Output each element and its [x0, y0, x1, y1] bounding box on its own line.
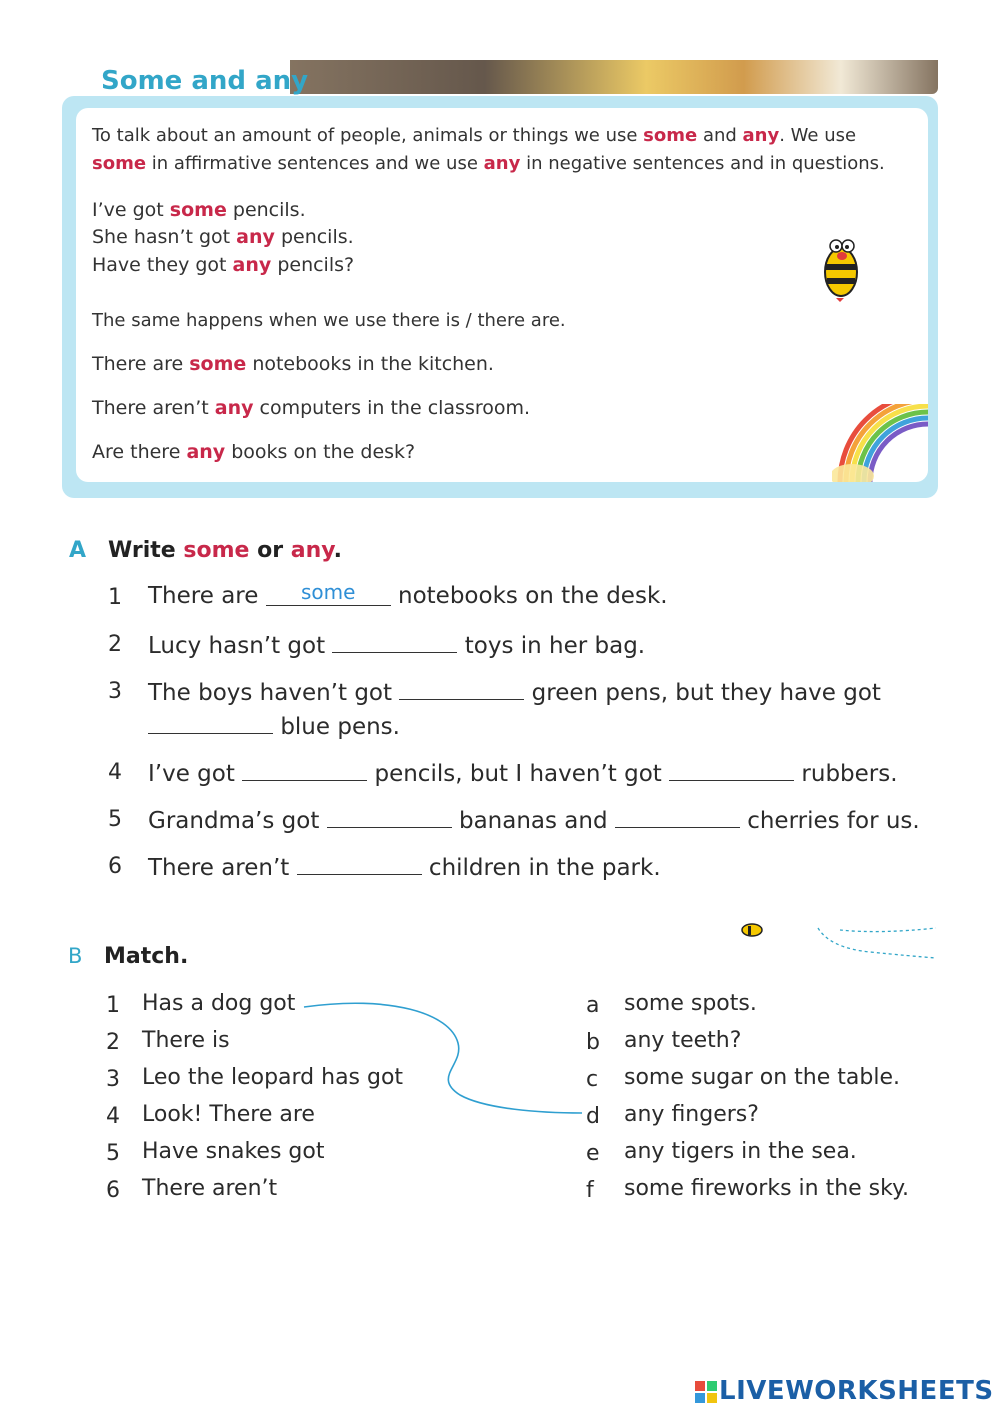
item-number: 6 — [108, 854, 122, 879]
match-left-item[interactable]: Leo the leopard has got — [142, 1065, 404, 1090]
grammar-note: The same happens when we use there is / there are. — [92, 310, 566, 331]
exercise-a-item-1: There are some notebooks on the desk. — [148, 580, 668, 609]
grammar-example: There are some notebooks in the kitchen. — [92, 353, 494, 375]
grammar-intro-line-1: To talk about an amount of people, animals or things we use some and any. We use — [92, 125, 857, 146]
match-left-item[interactable]: Look! There are — [142, 1102, 315, 1127]
exercise-a-item-3-cont: blue pens. — [148, 711, 400, 740]
rainbow-illustration — [832, 404, 928, 482]
answer-blank[interactable] — [148, 711, 273, 734]
exercise-b-letter: B — [68, 944, 83, 968]
item-number: 4 — [106, 1104, 120, 1129]
header-illustration — [290, 60, 938, 94]
exercise-a-item-2: Lucy hasn’t got toys in her bag. — [148, 630, 645, 659]
exercise-b-heading: Match. — [104, 944, 189, 969]
item-number: 5 — [106, 1141, 120, 1166]
match-right-item[interactable]: any teeth? — [624, 1028, 742, 1053]
match-connector-line — [300, 995, 590, 1120]
answer-blank[interactable] — [332, 630, 457, 653]
grammar-example: There aren’t any computers in the classroom. — [92, 397, 531, 419]
match-right-item[interactable]: some fireworks in the sky. — [624, 1176, 909, 1201]
logo-icon — [695, 1381, 717, 1403]
item-number: 4 — [108, 760, 122, 785]
answer-blank[interactable] — [615, 805, 740, 828]
grammar-example: Have they got any pencils? — [92, 254, 355, 276]
answer-blank[interactable] — [669, 758, 794, 781]
item-number: 3 — [106, 1067, 120, 1092]
filled-answer: some — [300, 580, 356, 604]
item-number: 3 — [108, 679, 122, 704]
match-left-item[interactable]: There aren’t — [142, 1176, 278, 1201]
match-left-item[interactable]: Has a dog got — [142, 991, 296, 1016]
match-right-item[interactable]: some sugar on the table. — [624, 1065, 900, 1090]
answer-blank[interactable] — [399, 677, 524, 700]
answer-blank[interactable] — [297, 852, 422, 875]
exercise-a-item-3: The boys haven’t got green pens, but they have got — [148, 677, 881, 706]
answer-blank[interactable] — [327, 805, 452, 828]
item-number: 1 — [106, 993, 120, 1018]
grammar-example: She hasn’t got any pencils. — [92, 226, 354, 248]
match-letter: e — [586, 1141, 600, 1166]
exercise-a-item-4: I’ve got pencils, but I haven’t got rubbers. — [148, 758, 898, 787]
match-left-item[interactable]: There is — [142, 1028, 230, 1053]
item-number: 1 — [108, 585, 122, 610]
match-letter: c — [586, 1067, 599, 1092]
item-number: 2 — [106, 1030, 120, 1055]
match-letter: d — [586, 1104, 600, 1129]
answer-blank[interactable] — [242, 758, 367, 781]
exercise-a-letter: A — [69, 538, 87, 563]
match-letter: a — [586, 993, 600, 1018]
exercise-a-heading: Write some or any. — [108, 538, 342, 563]
exercise-a-item-5: Grandma’s got bananas and cherries for us. — [148, 805, 920, 834]
match-left-item[interactable]: Have snakes got — [142, 1139, 325, 1164]
match-letter: b — [586, 1030, 600, 1055]
grammar-example: I’ve got some pencils. — [92, 199, 306, 221]
answer-blank[interactable] — [266, 580, 391, 606]
liveworksheets-logo: LIVEWORKSHEETS — [695, 1376, 994, 1406]
exercise-a-item-6: There aren’t children in the park. — [148, 852, 661, 881]
item-number: 5 — [108, 807, 122, 832]
match-right-item[interactable]: any tigers in the sea. — [624, 1139, 857, 1164]
section-title: Some and any — [101, 66, 309, 96]
bee-illustration — [818, 228, 864, 304]
match-right-item[interactable]: some spots. — [624, 991, 757, 1016]
grammar-intro-line-2: some in affirmative sentences and we use any in negative sentences and in questions. — [92, 153, 885, 174]
grammar-example: Are there any books on the desk? — [92, 441, 416, 463]
match-right-item[interactable]: any fingers? — [624, 1102, 759, 1127]
item-number: 2 — [108, 632, 122, 657]
match-letter: f — [586, 1178, 594, 1203]
item-number: 6 — [106, 1178, 120, 1203]
decorative-flourish — [730, 918, 940, 968]
